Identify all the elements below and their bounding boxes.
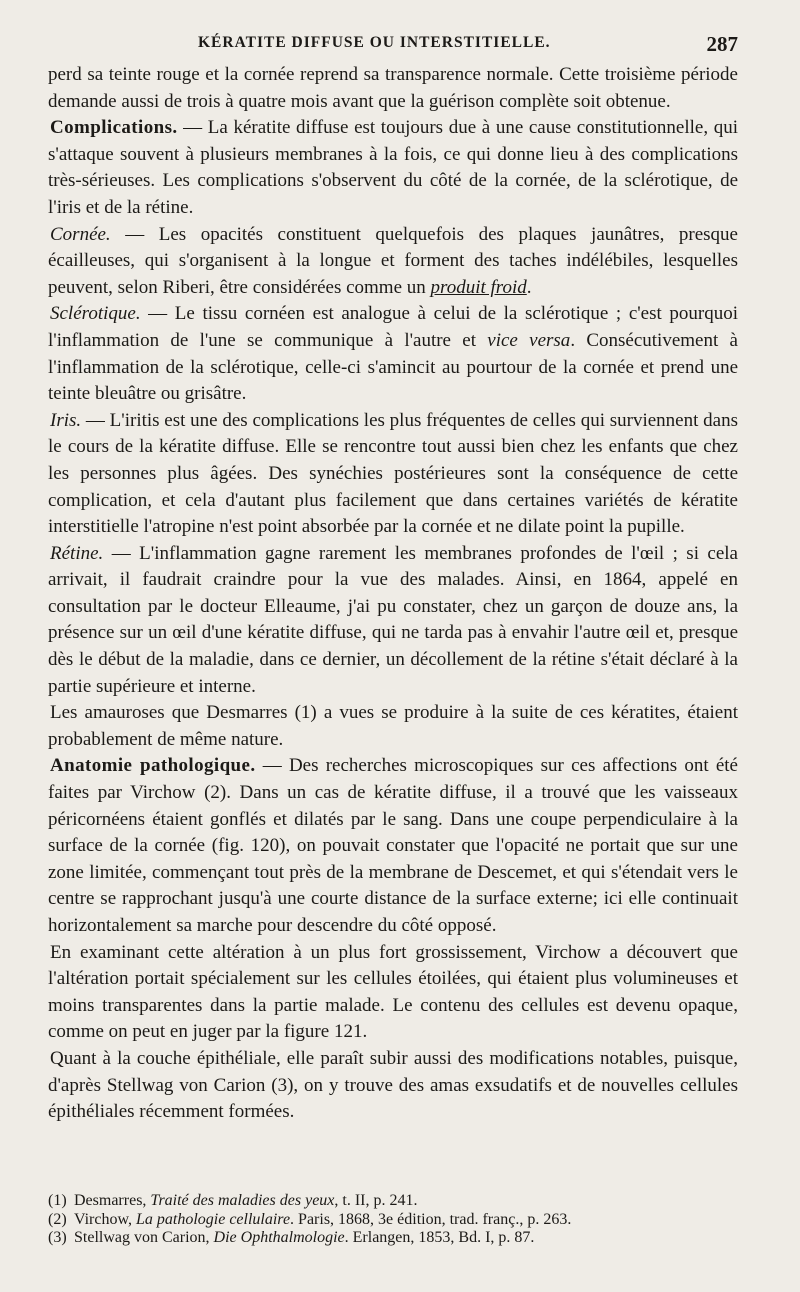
paragraph-epitheliale: Quant à la couche épithéliale, elle paraît subir aussi des modifications notables, puisque, d'après Stellwag von Carion (3), on y trouve des amas exsudatifs et de nouvelles cellules épithéliales récemment formées. [48, 1047, 738, 1123]
page-header [48, 32, 738, 56]
footnote [48, 1192, 738, 1211]
subheading-cornee: Cornée. [50, 223, 111, 245]
section-heading-anatomie: Anatomie pathologique. [50, 755, 256, 777]
paragraph-examinant: En examinant cette altération à un plus fort grossissement, Virchow a découvert que l'altération portait spécialement sur les cellules étoilées, qui étaient plus volumineuses et moins transparentes dans la partie malade. Le contenu des cellules est devenu opaque, comme on peut en juger par la figure 121. [48, 941, 738, 1043]
paragraph-cornee [48, 222, 738, 302]
paragraph-text: — Des recherches microscopiques sur ces affections ont été faites par Virchow (2). Dans un cas de kératite diffuse, il a trouvé que les vaisseaux péricornéens étaient gonflés et dilatés par le sang. Dans une coupe perpendiculaire à la surface de la cornée (fig. 120), on pouvait constater que l'opacité ne portait que sur une zone limitée, commençant tout près de la membrane de Descemet, et qui s'étendait vers le centre se rapprochant jusqu'à une courte distance de la surface externe; ici elle continuait horizontalement sa marche pour descendre du côté opposé. [48, 755, 738, 936]
footnote-number: (1) [48, 1192, 67, 1209]
paragraph-iris [48, 408, 738, 541]
footnote-details: . Erlangen, 1853, Bd. I, p. 87. [344, 1229, 535, 1246]
footnotes [48, 1192, 738, 1248]
paragraph-text: — L'iritis est une des complications les plus fréquentes de celles qui surviennent dans le cours de la kératite diffuse. Elle se rencontre tout aussi bien chez les enfants que chez les personnes plus âgées. Des synéchies postérieures sont la conséquence de cette complication, et cela d'autant plus facilement que dans certaines variétés de kératite interstitielle l'atropine n'est point absorbée par la cornée et ne dilate point la pupille. [48, 409, 738, 538]
subheading-retine: Rétine. [50, 542, 104, 564]
footnote-number: (3) [48, 1229, 67, 1246]
footnote-author: Stellwag von Carion, [74, 1229, 214, 1246]
paragraph-anatomie [48, 753, 738, 939]
subheading-sclerotique: Sclérotique. [50, 303, 141, 325]
footnote-author: Virchow, [74, 1210, 136, 1228]
paragraph-complications [48, 115, 738, 221]
italic-term: produit froid [430, 276, 527, 298]
footnote-number: (2) [48, 1210, 67, 1228]
footnote-details: . Paris, 1868, 3e édition, trad. franç., p. 263. [290, 1210, 572, 1228]
footnote-details: , t. II, p. 241. [334, 1192, 418, 1209]
paragraph-text: . [526, 276, 532, 298]
paragraph-amauroses: Les amauroses que Desmarres (1) a vues se produire à la suite de ces kératites, étaient probablement de même nature. [48, 702, 738, 750]
footnote-title: La pathologie cellulaire [135, 1210, 291, 1228]
paragraph-text: . Consécutivement à l'inflammation de la sclérotique, celle-ci s'amincit au pourtour de la cornée et prend une teinte bleuâtre ou grisâtre. [48, 329, 738, 405]
footnote [48, 1211, 738, 1230]
paragraph-sclerotique [48, 301, 738, 407]
paragraph-text: — L'inflammation gagne rarement les membranes profondes de l'œil ; si cela arrivait, il faudrait craindre pour la vue des malades. Ainsi, en 1864, appelé en consultation par le docteur Elleaume, j'ai pu constater, chez un garçon de douze ans, la présence sur un œil d'une kératite diffuse, qui ne tarda pas à envahir l'autre œil et, presque dès le début de la maladie, dans ce dernier, un décollement de la rétine s'était déclaré à la partie supérieure et interne. [48, 542, 738, 697]
running-title: KÉRATITE DIFFUSE OU INTERSTITIELLE. [198, 34, 551, 51]
paragraph-continuation: perd sa teinte rouge et la cornée reprend sa transparence normale. Cette troisième période demande aussi de trois à quatre mois avant que la guérison complète soit obtenue. [48, 64, 738, 112]
italic-term: vice versa [487, 329, 571, 351]
footnote-title: Traité des maladies des yeux [150, 1192, 335, 1209]
paragraph-text: — La kératite diffuse est toujours due à une cause constitutionnelle, qui s'attaque souvent à plusieurs membranes à la fois, ce qui donne lieu à des complications très-sérieuses. Les complications s'observent du côté de la cornée, de la sclérotique, de l'iris et de la rétine. [48, 117, 738, 218]
paragraph-text: — Les opacités constituent quelquefois des plaques jaunâtres, presque écailleuses, qui s'organisent à la longue et forment des taches indélébiles, lesquelles peuvent, selon Riberi, être considérées comme un [48, 223, 738, 298]
footnote-author: Desmarres, [74, 1192, 151, 1209]
paragraph-retine [48, 541, 738, 701]
section-heading-complications: Complications. [50, 117, 178, 139]
subheading-iris: Iris. [50, 409, 82, 431]
body-text [48, 62, 738, 1126]
footnote-title: Die Ophthalmologie [213, 1229, 345, 1246]
page-number: 287 [706, 32, 738, 56]
paragraph-text: — Le tissu cornéen est analogue à celui de la sclérotique ; c'est pourquoi l'inflammation de l'une se communique à l'autre et [48, 303, 738, 351]
footnote [48, 1229, 738, 1248]
